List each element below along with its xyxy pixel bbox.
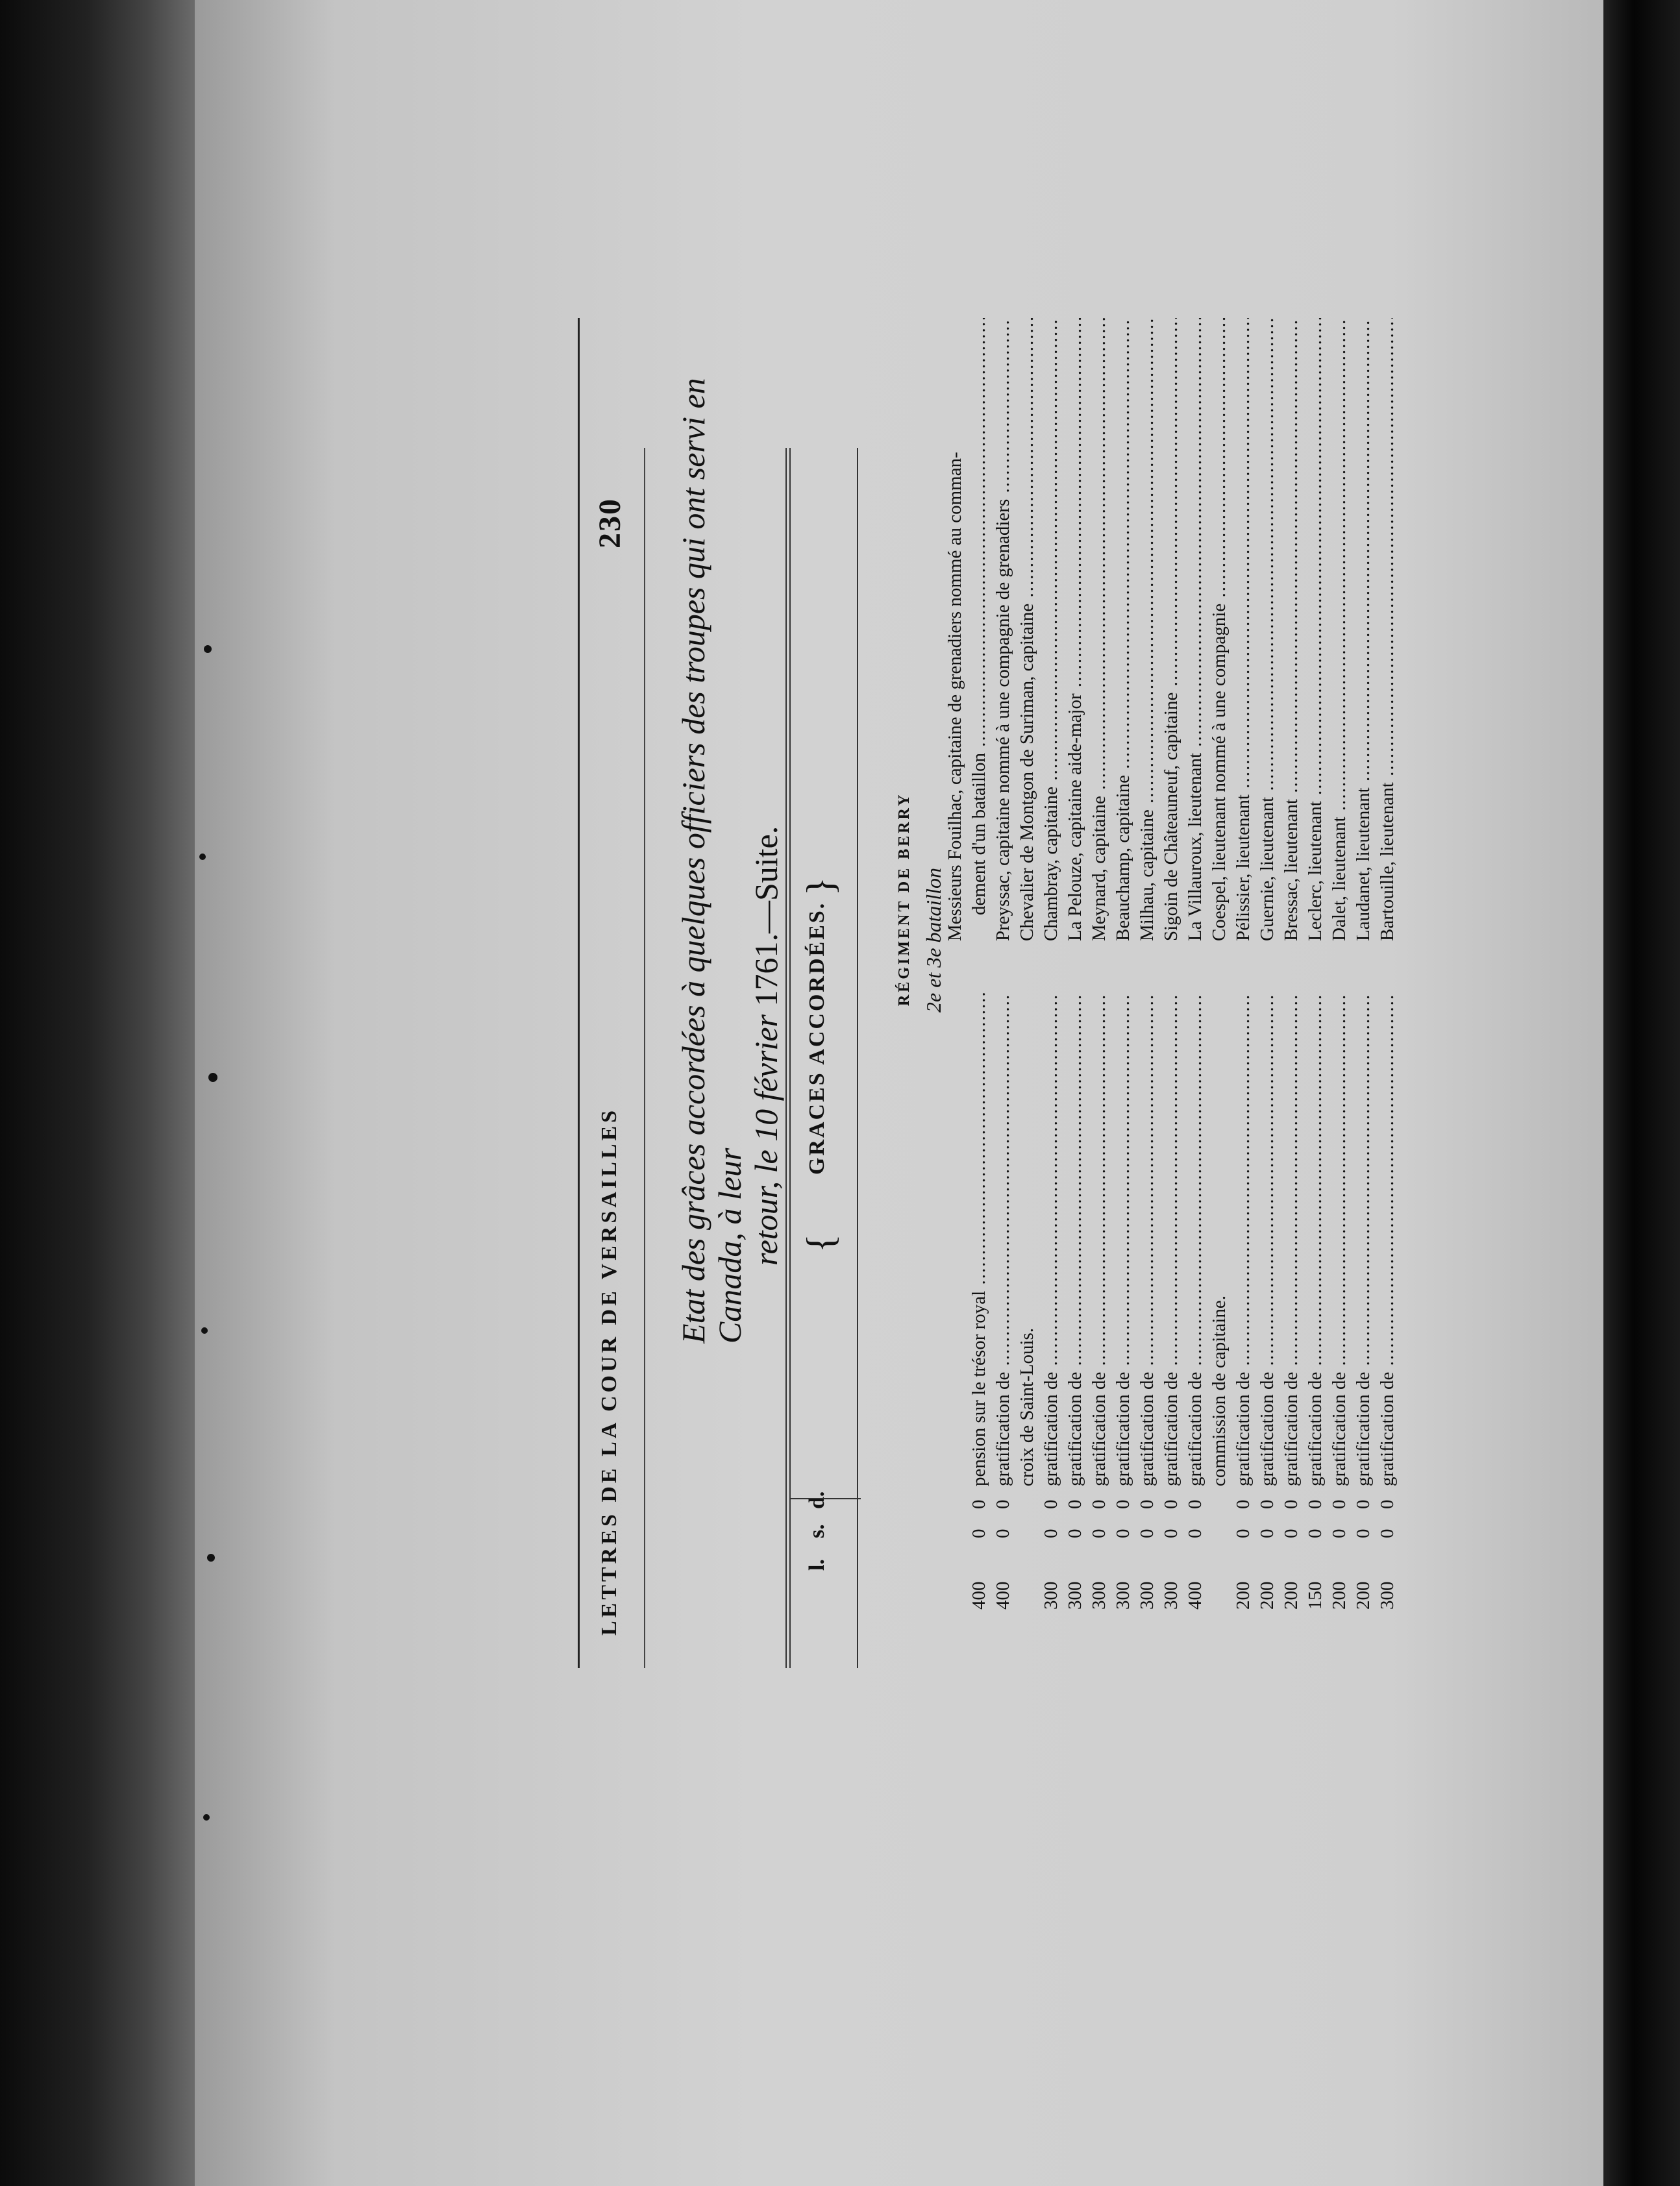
officer-name: Messieurs Fouilhac, capitaine de grenadiers nommé au comman- <box>945 452 965 941</box>
amount-s: 0 <box>1113 1529 1133 1538</box>
amount-s: 0 <box>969 1529 989 1538</box>
entry-row <box>993 318 1014 1668</box>
amount-d: 0 <box>1329 1499 1350 1509</box>
officer-name: Dalet, lieutenant ..... <box>1329 318 1350 941</box>
amount-l: 300 <box>1377 1581 1398 1610</box>
entry-row <box>1209 318 1230 1668</box>
amount-s: 0 <box>1353 1529 1374 1538</box>
grace-granted: gratification de ..... <box>1113 993 1134 1486</box>
amount-d: 0 <box>1185 1499 1205 1509</box>
amount-d: 0 <box>1065 1499 1085 1509</box>
document-title-line2 <box>748 344 784 1344</box>
amount-d: 0 <box>1113 1499 1133 1509</box>
document-title <box>675 344 784 1344</box>
battalion-heading: 2e et 3e bataillon <box>922 867 945 1013</box>
grace-granted: gratification de ..... <box>1353 993 1374 1486</box>
amount-s: 0 <box>1377 1529 1398 1538</box>
grace-granted: gratification de ..... <box>1329 993 1350 1486</box>
amount-d: 0 <box>1041 1499 1061 1509</box>
document-title-line1: Etat des grâces accordées à quelques officiers des troupes qui ont servi en Canada, à leur <box>675 378 748 1344</box>
amount-d: 0 <box>969 1499 989 1509</box>
grace-granted: gratification de ..... <box>1041 993 1062 1486</box>
entry-row <box>1041 318 1062 1668</box>
amount-l: 300 <box>1161 1581 1181 1610</box>
entry-row <box>945 318 966 1668</box>
grace-granted: gratification de ..... <box>1161 993 1182 1486</box>
amount-s: 0 <box>1089 1529 1109 1538</box>
amount-d: 0 <box>1257 1499 1278 1509</box>
livres-header: l. <box>805 1559 829 1571</box>
officer-name: Guernie, lieutenant ..... <box>1257 318 1278 941</box>
amount-l: 200 <box>1257 1581 1278 1610</box>
grace-granted: gratification de ..... <box>1377 993 1398 1486</box>
entry-row <box>1305 318 1326 1668</box>
amount-l: 300 <box>1065 1581 1085 1610</box>
amount-d: 0 <box>1161 1499 1181 1509</box>
amount-l: 400 <box>1185 1581 1205 1610</box>
grace-granted: pension sur le trésor royal ..... <box>969 993 990 1486</box>
entry-row <box>1281 318 1302 1668</box>
amount-l: 200 <box>1353 1581 1374 1610</box>
officer-name: Bressac, lieutenant ..... <box>1281 318 1302 941</box>
deniers-header: d. <box>805 1491 829 1509</box>
column-rule <box>789 1498 861 1499</box>
brace-icon: { <box>799 1234 842 1253</box>
entry-row <box>1329 318 1350 1668</box>
amount-l: 400 <box>969 1581 989 1610</box>
amount-l: 200 <box>1281 1581 1302 1610</box>
running-head <box>571 318 656 1668</box>
amount-l: 300 <box>1089 1581 1109 1610</box>
amount-d: 0 <box>1353 1499 1374 1509</box>
amount-d: 0 <box>1233 1499 1254 1509</box>
amount-s: 0 <box>1233 1529 1254 1538</box>
head-rule-bottom <box>644 448 645 1668</box>
entry-row <box>1089 318 1110 1668</box>
amount-s: 0 <box>993 1529 1013 1538</box>
entry-row <box>1185 318 1206 1668</box>
header-rule <box>857 448 858 1668</box>
grace-granted: gratification de ..... <box>1257 993 1278 1486</box>
officer-name: Sigoin de Châteauneuf, capitaine ..... <box>1161 318 1182 941</box>
officer-name: Meynard, capitaine ..... <box>1089 318 1110 941</box>
sols-header: s. <box>805 1524 829 1538</box>
amount-l: 300 <box>1041 1581 1061 1610</box>
amount-s: 0 <box>1161 1529 1181 1538</box>
scan-specks <box>195 584 221 2012</box>
brace-icon: } <box>799 877 842 896</box>
amount-l: 300 <box>1137 1581 1157 1610</box>
entry-row <box>1017 318 1038 1668</box>
officer-name: Laudanet, lieutenant ..... <box>1353 318 1374 941</box>
grace-granted: gratification de ..... <box>1089 993 1110 1486</box>
officer-name: dement d'un bataillon ..... <box>969 318 990 915</box>
amount-d: 0 <box>1137 1499 1157 1509</box>
amount-s: 0 <box>1137 1529 1157 1538</box>
rotated-printed-page <box>571 318 1398 1668</box>
amount-d: 0 <box>993 1499 1013 1509</box>
running-title: LETTRES DE LA COUR DE VERSAILLES <box>597 1107 621 1636</box>
amount-l: 200 <box>1329 1581 1350 1610</box>
grace-granted: gratification de ..... <box>1185 993 1206 1486</box>
amount-s: 0 <box>1185 1529 1205 1538</box>
head-rule <box>578 318 580 1668</box>
entry-row <box>1233 318 1254 1668</box>
entry-row <box>1113 318 1134 1668</box>
officer-name: Chambray, capitaine ..... <box>1041 318 1062 941</box>
grace-granted: croix de Saint-Louis. <box>1017 1327 1037 1486</box>
amount-l: 200 <box>1233 1581 1254 1610</box>
grace-granted: gratification de ..... <box>1233 993 1254 1486</box>
title-rule <box>789 448 791 1668</box>
amount-d: 0 <box>1377 1499 1398 1509</box>
regiment-heading: RÉGIMENT DE BERRY <box>896 792 913 1006</box>
document-title-date: retour, le 10 février <box>748 1014 784 1266</box>
title-rule <box>785 448 787 1668</box>
officer-name: Bartouille, lieutenant ..... <box>1377 318 1398 941</box>
amount-s: 0 <box>1257 1529 1278 1538</box>
document-title-suite: 1761.—Suite. <box>748 826 784 1007</box>
grace-granted: gratification de ..... <box>1137 993 1158 1486</box>
amount-d: 0 <box>1305 1499 1326 1509</box>
officer-name: Pélissier, lieutenant ..... <box>1233 318 1254 941</box>
grace-granted: gratification de ..... <box>1065 993 1086 1486</box>
officer-name: Beauchamp, capitaine ..... <box>1113 318 1134 941</box>
amount-l: 300 <box>1113 1581 1133 1610</box>
amount-l: 150 <box>1305 1581 1326 1610</box>
graces-column-header: GRACES ACCORDÉES. <box>805 901 829 1175</box>
page-number: 230 <box>593 498 627 548</box>
officer-name: La Pelouze, capitaine aide-major ..... <box>1065 318 1086 941</box>
grace-granted: gratification de ..... <box>1305 993 1326 1486</box>
amount-s: 0 <box>1041 1529 1061 1538</box>
film-edge-left <box>0 0 195 2186</box>
entry-row <box>1065 318 1086 1668</box>
officer-name: Leclerc, lieutenant ..... <box>1305 318 1326 941</box>
entry-row <box>1161 318 1182 1668</box>
grace-granted: gratification de ..... <box>1281 993 1302 1486</box>
film-edge-right <box>1603 0 1680 2186</box>
amount-d: 0 <box>1089 1499 1109 1509</box>
entry-row <box>1353 318 1374 1668</box>
grace-granted: gratification de ..... <box>993 993 1014 1486</box>
entry-row <box>1137 318 1158 1668</box>
amount-d: 0 <box>1281 1499 1302 1509</box>
entry-row <box>1257 318 1278 1668</box>
entry-row <box>969 318 990 1668</box>
grace-granted: commission de capitaine. <box>1209 1296 1229 1486</box>
amount-l: 400 <box>993 1581 1013 1610</box>
officer-name: Coespel, lieutenant nommé à une compagnie ..... <box>1209 318 1230 941</box>
officer-name: Milhau, capitaine ..... <box>1137 318 1158 941</box>
entry-row <box>1377 318 1398 1668</box>
amount-s: 0 <box>1065 1529 1085 1538</box>
officer-name: La Villauroux, lieutenant ..... <box>1185 318 1206 941</box>
amount-s: 0 <box>1305 1529 1326 1538</box>
officer-name: Chevalier de Montgon de Suriman, capitaine ..... <box>1017 318 1038 941</box>
officer-name: Preyssac, capitaine nommé à une compagnie de grenadiers ..... <box>993 318 1014 941</box>
amount-s: 0 <box>1281 1529 1302 1538</box>
amount-s: 0 <box>1329 1529 1350 1538</box>
